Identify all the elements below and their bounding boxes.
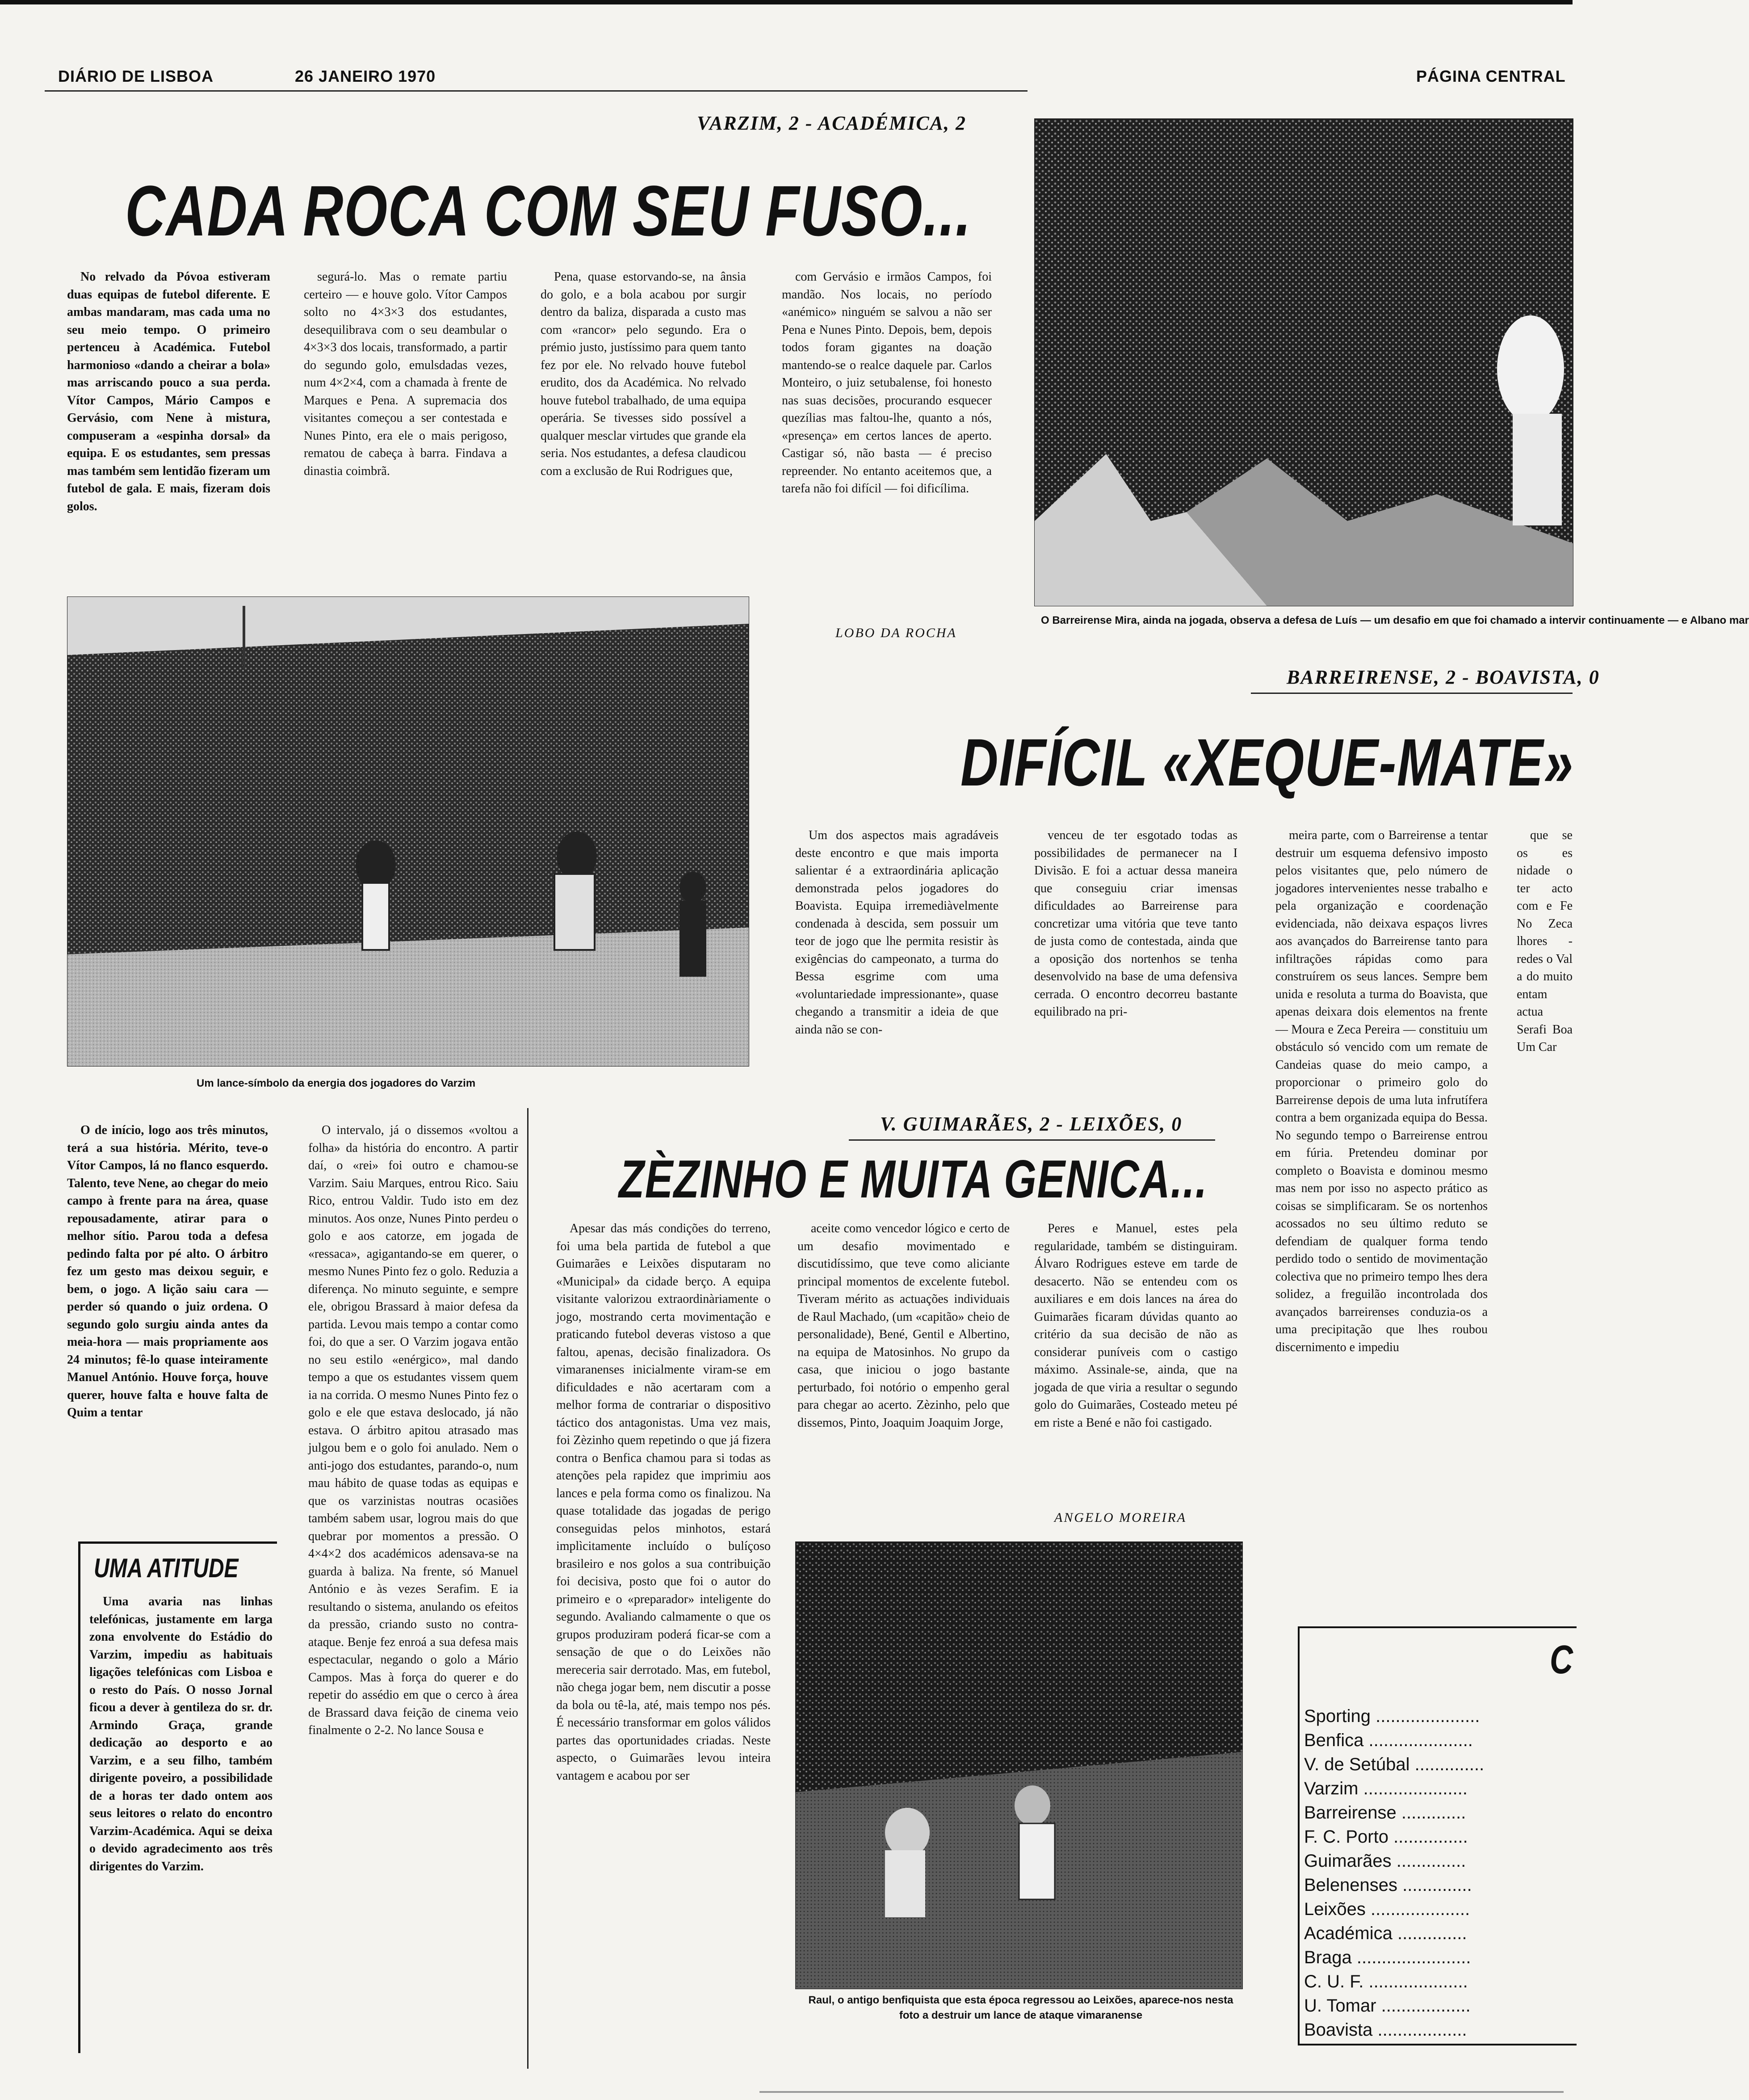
varzim-photo-caption: Um lance-símbolo da energia dos jogadores do Varzim [197,1077,476,1089]
leixoes-match-photo [795,1541,1243,1989]
article3-kicker: V. GUIMARÃES, 2 - LEIXÕES, 0 [880,1113,1183,1135]
article1-lower-column-1 [67,1121,268,1483]
team-name: F. C. Porto [1304,1827,1388,1847]
paragraph: com Gervásio e irmãos Campos, foi mandão. Nos locais, no período «anémico» ninguém se salvou a não ser Pena e Nunes Pinto. Depois, bem, depois todos foram gigantes na doação mantendo-se o realce daquele par. Carlos Monteiro, o juiz setubalense, foi honesto nas suas decisões, procurando esquecer quezílias mas faltou-lhe, quanto a nós, «presença» em certos lances de aperto. Castigar só, não basta — é preciso repreender. No entanto aceitemos que, a tarefa não foi difícil — foi dificílima. [782,270,992,496]
team-name: C. U. F. [1304,1972,1364,1991]
standings-title: C [1550,1638,1573,1682]
team-name: U. Tomar [1304,1996,1376,2016]
barreirense-match-photo [1034,118,1573,606]
box-title: UMA ATITUDE [94,1553,239,1583]
standings-row: Braga ....................... [1304,1948,1471,1967]
article3-column-2 [797,1220,1010,1524]
standings-row: Académica .............. [1304,1924,1467,1943]
section-label: PÁGINA CENTRAL [1416,67,1566,85]
paragraph: Um dos aspectos mais agradáveis deste encontro e que mais importa salientar é a extraordinária aplicação demonstrada pelos jogadores do Boavista. Equipa irremediàvelmente condenada à descida, sem possuir um teor de jogo que lhe permita resistir às exigências do campeonato, a turma do Bessa esgrime com uma «voluntariedade impressionante», quase chegando a transmitir a ideia de que ainda não se con- [795,828,998,1037]
article1-column-1 [67,268,270,576]
paragraph: O de início, logo aos três minutos, terá a sua história. Mérito, teve-o Vítor Campos, lá no flanco esquerdo. Talento, teve Nene, ao chegar do meio campo à frente para na área, quase repousadamente, atirar para o melhor sítio. Parou toda a defesa pedindo falta por pé alto. O árbitro fez um gesto mas deixou seguir, e bem, o jogo. A lição saiu cara — perder só quando o juiz ordena. O segundo golo surgiu ainda antes da meia-hora — mais propriamente aos 24 minutos; fê-lo quase inteiramente Manuel António. Houve força, houve querer, houve falta e houve falta de Quim a tentar [67,1123,268,1420]
standings-row: Sporting ..................... [1304,1706,1480,1726]
paragraph: meira parte, com o Barreirense a tentar destruir um esquema defensivo imposto pelos visitantes que, pelo número de jogadores intervenientes nesse trabalho e pela organização e coordenação evidenciada, não deixava espaços livres aos avançados do Barreirense tanto para infiltrações rápidas como para construírem os seus lances. Sempre bem unida e resoluta a turma do Boavista, que apenas deixara dois elementos na frente — Moura e Zeca Pereira — constituiu um obstáculo só vencido com um remate de Candeias quase do meio campo, a proporcionar o primeiro golo do Barreirense depois de uma luta infrutífera contra a bem organizada equipa do Bessa. No segundo tempo o Barreirense entrou em fúria. Pretendeu dominar por completo o Boavista e dominou mesmo mas nem por isso no aspecto prático as coisas se simplificaram. Se os nortenhos acossados no seu último reduto se defendiam de qualquer forma tendo perdido todo o sentido de movimentação colectiva que no primeiro tempo lhes dera solidez, a freguilão incontrolada dos avançados barreirenses conduzia-os a uma precipitação que lhes roubou discernimento e impediu [1275,828,1488,1354]
team-name: Benfica [1304,1730,1364,1750]
standings-row: F. C. Porto ............... [1304,1827,1468,1847]
article1-signature: LOBO DA ROCHA [835,626,957,640]
leixoes-photo-caption: Raul, o antigo benfiquista que esta época regressou ao Leixões, aparece-nos nesta foto a destruir um lance de ataque vimaranense [808,1994,1233,2021]
newspaper-name: DIÁRIO DE LISBOA [58,67,214,85]
masthead-rule [45,90,1028,92]
paragraph: Pena, quase estorvando-se, na ânsia do golo, e a bola acabou por surgir dentro da baliza, disparada a custo mas com «rancor» pelo segundo. Era o prémio justo, justíssimo para quem tanto fez por ele. No relvado houve futebol erudito, dos da Académica. No relvado houve futebol trabalhado, de uma equipa operária. Se tivesses sido possível a qualquer mesclar virtudes que grande ela seria. Nos estudantes, a defesa claudicou com a exclusão de Rui Rodrigues que, [541,270,746,478]
article2-headline: DIFÍCIL «XEQUE-MATE» [960,725,1574,800]
team-name: Leixões [1304,1899,1366,1919]
paragraph: O intervalo, já o dissemos «voltou a folha» da história do encontro. A partir daí, o «rei» foi outro e chamou-se Varzim. Saiu Marques, entrou Rico. Saiu Rico, entrou Valdir. Tudo isto em dez minutos. Aos onze, Nunes Pinto perdeu o golo e aos catorze, em jogada de «ressaca», agigantando-se em querer, o mesmo Nunes Pinto fez o golo. Reduzia a diferença. No minuto seguinte, e sempre ele, obrigou Brassard à maior defesa da partida. Levou mais tempo a contar como foi, do que a ser. O Varzim jogava então no seu estilo «enérgico», mal dando tempo a que os estudantes vissem quem ia na corrida. O mesmo Nunes Pinto fez o golo e ele que estava deslocado, já não estava. O árbitro apitou atrasado mas julgou bem e o golo foi anulado. Nem o anti-jogo dos estudantes, parando-o, num mau hábito de quase todas as equipas e que os varzinistas noutras ocasiões também sabem usar, logrou mais do que quebrar por momentos a pressão. O 4×4×2 dos académicos adensava-se na guarda à baliza. Na frente, só Manuel António e às vezes Serafim. E ia resultando o sistema, anulando os efeitos da pressão, criando susto no contra-ataque. Benje fez enroá a sua defesa mais espectacular, negando o golo a Mário Campos. Mas à força do querer e do repetir do assédio em que o cerco à área de Brassard dava feição de cinema veio finalmente o 2-2. No lance Sousa e [308,1123,518,1737]
team-name: V. de Setúbal [1304,1755,1410,1774]
paragraph: venceu de ter esgotado todas as possibilidades de permanecer na I Divisão. E foi a actuar dessa maneira que conseguiu criar imensas dificuldades ao Barreirense para concretizar uma vitória que teve tanto de justa como de contestada, ainda que a oposição dos nortenhos se tenha desenvolvido na base de uma defensiva cerrada. O encontro decorreu bastante equilibrado na pri- [1034,828,1237,1019]
team-name: Académica [1304,1924,1392,1943]
article1-headline: CADA ROCA COM SEU FUSO... [125,171,972,251]
article2-kicker-rule [1251,693,1573,694]
top-border-rule [0,0,1573,4]
article1-column-2 [304,268,507,576]
team-name: Varzim [1304,1779,1359,1798]
team-name: Boavista [1304,2020,1373,2040]
standings-row: Varzim ..................... [1304,1779,1468,1798]
paragraph: No relvado da Póvoa estiveram duas equipas de futebol diferente. E ambas mandaram, mas cada uma no seu meio tempo. O primeiro pertenceu à Académica. Futebol harmonioso «dando a cheirar a bola» mas arriscando pouco a sua perda. Vítor Campos, Mário Campos e Gervásio, com Nene à mistura, compuseram a «espinha dorsal» da equipa. E os estudantes, sem pressas mas também sem lentidão fizeram um futebol de gala. E mais, fizeram dois golos. [67,270,270,513]
standings-row: Leixões .................... [1304,1899,1470,1919]
team-name: Guimarães [1304,1851,1392,1871]
team-name: Sporting [1304,1706,1371,1726]
paragraph: aceite como vencedor lógico e certo de um desafio movimentado e discutidíssimo, que teve como aliciante principal momentos de excelente futebol. Tiveram mérito as actuações individuais de Raul Machado, (um «capitão» cheio de personalidade), Bené, Gentil e Albertino, na equipa de Matosinhos. No grupo da casa, que iniciou o jogo bastante perturbado, foi notório o empenho geral para chegar ao acerto. Zèzinho, pelo que dissemos, Pinto, Joaquim Joaquim Jorge, [797,1222,1010,1430]
paragraph: Peres e Manuel, estes pela regularidade, também se distinguiram. Álvaro Rodrigues esteve em tarde de desacerto. Não se entendeu com os auxiliares e em dois lances na área do Guimarães ficaram dúvidas quanto ao critério da sua decisão de não as considerar puníveis com o castigo máximo. Assinale-se, ainda, que na jogada de que viria a resultar o segundo golo do Guimarães, Costeado meteu pé em riste a Bené e não foi castigado. [1034,1222,1237,1430]
article2-column-3 [1275,827,1488,1595]
article3-signature: ANGELO MOREIRA [1054,1510,1187,1525]
team-name: Belenenses [1304,1875,1398,1895]
article3-headline: ZÈZINHO E MUITA GENICA... [619,1149,1208,1209]
team-name: Barreirense [1304,1803,1397,1823]
article3-column-3 [1034,1220,1237,1497]
standings-row: C. U. F. .................... [1304,1972,1468,1991]
box-text [89,1593,273,2049]
photo-illustration [1035,119,1573,606]
standings-list [1304,1704,1572,2042]
paragraph: segurá-lo. Mas o remate partiu certeiro — e houve golo. Vítor Campos solto no 4×3×3 dos estudantes, desequilibrava com o seu deambular o 4×3×3 dos locais, transformado, a partir do segundo golo, emulsdadas vezes, num 4×2×4, com a chamada à frente de Marques e Pena. A supremacia dos visitantes começou a ser contestada e Nunes Pinto, era ele o mais perigoso, rematou de cabeça à barra. Findava a dinastia coimbrã. [304,270,507,478]
standings-row: U. Tomar .................. [1304,1996,1471,2016]
team-name: Braga [1304,1948,1352,1967]
varzim-match-photo [67,596,749,1067]
issue-date: 26 JANEIRO 1970 [295,67,436,85]
standings-row: Belenenses .............. [1304,1875,1472,1895]
standings-row: V. de Setúbal .............. [1304,1755,1485,1774]
article3-column-1 [556,1220,771,2055]
article3-kicker-rule [849,1139,1215,1141]
article2-column-2 [1034,827,1237,1157]
article2-column-1 [795,827,998,1157]
article2-kicker: BARREIRENSE, 2 - BOAVISTA, 0 [1287,666,1600,688]
paragraph: que se os es nidade o ter acto com e Fe No Zeca lhores -redes o Val a do muito entam actua Serafi Boa Um Car [1517,828,1573,1054]
standings-row: Benfica ..................... [1304,1730,1473,1750]
photo-illustration [796,1542,1242,1989]
standings-row: Guimarães .............. [1304,1851,1466,1871]
photo-illustration [67,597,749,1066]
paragraph: Uma avaria nas linhas telefónicas, justamente em larga zona envolvente do Estádio do Varzim, impediu as habituais ligações telefónicas com Lisboa e o resto do País. O nosso Jornal ficou a dever à gentileza do sr. dr. Armindo Graça, grande dedicação ao desporto e ao Varzim, e a seu filho, também dirigente poveiro, a possibilidade de a horas ter dado ontem aos seus leitores o relato do encontro Varzim-Académica. Aqui se deixa o devido agradecimento aos três dirigentes do Varzim. [89,1595,273,1873]
standings-row: Boavista .................. [1304,2020,1467,2040]
barreirense-photo-caption: O Barreirense Mira, ainda na jogada, observa a defesa de Luís — um desafio em que foi chamado a intervir continuamente — e Albano mar [1041,614,1749,626]
article1-lower-column-2 [308,1121,518,2055]
article1-kicker: VARZIM, 2 - ACADÉMICA, 2 [697,112,967,134]
column-divider [527,1108,528,2069]
article1-column-3 [541,268,746,576]
standings-row: Barreirense ............. [1304,1803,1466,1823]
acknowledgement-box [78,1541,277,2053]
bottom-rule [759,2091,1564,2093]
paragraph: Apesar das más condições do terreno, foi uma bela partida de futebol a que Guimarães e Leixões disputaram no «Municipal» da cidade berço. A equipa visitante valorizou extraordinàriamente o jogo, mostrando certa movimentação e praticando futebol deveras vistoso a que faltou, apenas, decisão finalizadora. Os vimaranenses inicialmente viram-se em dificuldades e não acertaram com a melhor forma de contrariar o dispositivo táctico dos antagonistas. Uma vez mais, foi Zèzinho quem repetindo o que já fizera contra o Benfica chamou para si todas as atenções pela rapidez que imprimiu aos lances e pela forma como os finalizou. Na quase totalidade das jogadas de perigo conseguidas pelos minhotos, estará implìcitamente incluído o bulíçoso brasileiro e nos golos a sua contribuição foi decisiva, posto que foi o autor do primeiro e o «preparador» inteligente do segundo. Avaliando calmamente o que os grupos produziram poderá ficar-se com a sensação de que o do Leixões não mereceria sair derrotado. Mas, em futebol, não chega jogar bem, nem discutir a posse da bola ou tê-la, até, mais tempo nos pés. É necessário transformar em golos válidos partes das oportunidades criadas. Neste aspecto, o Guimarães levou inteira vantagem e acabou por ser [556,1222,771,1783]
article2-column-4 [1517,827,1573,1586]
article1-column-4 [782,268,992,608]
standings-table [1298,1626,1577,2045]
